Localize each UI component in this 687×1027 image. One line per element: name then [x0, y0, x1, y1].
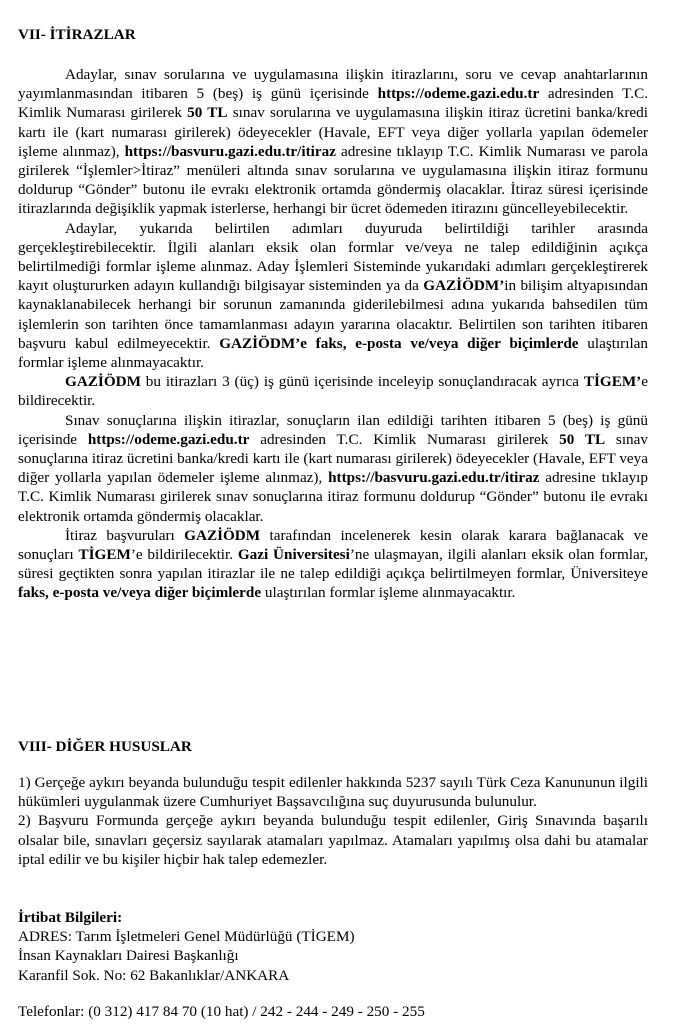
- text-run: Adaylar, yukarıda belirtilen adımları duyuruda belirtildiği tarihler arasında gerçekleştirebilecektir. İlgili alanları eksik olan formlar ve/veya ne talep edildiğinin açıkça belirtilmediği formlar işleme alınmaz. Aday İşlemleri Sisteminde yukarıdaki adımları gerçekleştirerek kayıt oluştururken adayın kullandığı bilgisayar sisteminden ya da: [18, 219, 648, 295]
- text-run: adresinden T.C. Kimlik Numarası girilerek: [18, 85, 649, 122]
- fee-amount: 50 TL: [559, 430, 606, 448]
- text-run: in bilişim altyapısından kaynaklanabilecek herhangi bir sorunun zamanında giderilebilmesi adına yukarıda bahsedilen tüm işlemlerin son tarihten önce tamamlanması adayın yararına olacaktır. Belirtilen son tarihten itibaren başvuru kabul edilmeyecektir.: [18, 277, 648, 352]
- text-run: adresinden T.C. Kimlik Numarası girilerek: [249, 430, 560, 448]
- bold-term: TİGEM: [78, 546, 131, 564]
- paragraph-objection-steps: [18, 219, 648, 373]
- bold-term: GAZİÖDM: [184, 526, 261, 544]
- bold-term: GAZİÖDM: [65, 373, 141, 391]
- list-item: 2) Başvuru Formunda gerçeğe aykırı beyanda bulunduğu tespit edilenler, Giriş Sınavında başarılı olsalar bile, sınavları geçersiz sayılarak atamaları yapılmaz. Atamaları yapılmış olsa dahi bu atamalar iptal edilir ve bu kişiler hiçbir hak talep edemezler.: [18, 812, 648, 868]
- section-body-diger-hususlar: [18, 773, 648, 869]
- contact-title: İrtibat Bilgileri:: [18, 909, 123, 926]
- objection-url-link[interactable]: https://basvuru.gazi.edu.tr/itiraz: [328, 469, 540, 487]
- text-run: Sınav sonuçlarına ilişkin itirazlar, sonuçların ilan edildiği tarihten itibaren 5 (beş) iş günü içerisinde: [18, 411, 648, 448]
- bold-term: TİGEM’: [583, 373, 642, 391]
- section-title-diger-hususlar: VIII- DİĞER HUSUSLAR: [18, 738, 192, 755]
- paragraph-objection-decision: [18, 526, 648, 603]
- paragraph-objection-questions: [18, 65, 648, 219]
- section-title-itirazlar: VII- İTİRAZLAR: [18, 26, 136, 43]
- bold-term: GAZİÖDM’: [423, 277, 505, 295]
- paragraph-objection-results: [18, 411, 648, 526]
- payment-url-link[interactable]: https://odeme.gazi.edu.tr: [377, 85, 540, 103]
- contact-department: İnsan Kaynakları Dairesi Başkanlığı: [18, 947, 239, 965]
- text-run: ulaştırılan formlar işleme alınmayacaktır.: [18, 334, 648, 372]
- objection-url-link[interactable]: https://basvuru.gazi.edu.tr/itiraz: [124, 142, 336, 160]
- paragraph-objection-review: [18, 372, 648, 410]
- text-run: ’e bildirilecektir.: [130, 546, 238, 564]
- payment-url-link[interactable]: https://odeme.gazi.edu.tr: [87, 430, 250, 448]
- contact-address: ADRES: Tarım İşletmeleri Genel Müdürlüğü (TİGEM): [18, 928, 355, 946]
- contact-street: Karanfil Sok. No: 62 Bakanlıklar/ANKARA: [18, 966, 290, 984]
- fee-amount: 50 TL: [187, 104, 228, 122]
- bold-term: Gazi Üniversitesi: [237, 546, 350, 564]
- text-run: sınav sonuçlarına itiraz ücretini banka/kredi kartı ile (kart numarası girilerek) ödeyecekler (Havale, EFT veya diğer yollarla yapılan ödemeler işleme alınmaz),: [18, 430, 648, 487]
- text-run: İtiraz başvuruları: [65, 526, 185, 544]
- text-run: tarafından incelenerek kesin olarak karara bağlanacak ve sonuçları: [18, 526, 648, 564]
- text-run: adresine tıklayıp T.C. Kimlik Numarası girilerek sınav sonuçlarına itiraz formunu doldurup “Gönder” butonu ile evrakı elektronik ortamda göndermiş olacaklar.: [18, 469, 648, 525]
- text-run: sınav sorularına ve uygulamasına ilişkin itiraz ücretini banka/kredi kartı ile (kart numarası girilerek) ödeyecekler (Havale, EFT veya diğer yollarla yapılan ödemeler işleme alınmaz),: [18, 104, 648, 160]
- text-run: bu itirazları 3 (üç) iş günü içerisinde inceleyip sonuçlandıracak ayrıca: [140, 373, 584, 391]
- list-item: 1) Gerçeğe aykırı beyanda bulunduğu tespit edilenler hakkında 5237 sayılı Türk Ceza Kanununun ilgili hükümleri uygulanmak üzere Cumhuriyet Başsavcılığına suç duyurusunda bulunulur.: [18, 774, 648, 811]
- text-run: Adaylar, sınav sorularına ve uygulamasına ilişkin itirazlarını, soru ve cevap anahtarlarının yayımlanmasından itibaren 5 (beş) iş günü içerisinde: [18, 66, 648, 103]
- bold-term: faks, e-posta ve/veya diğer biçimlerde: [18, 584, 262, 602]
- text-run: ulaştırılan formlar işleme alınmayacaktır.: [261, 584, 516, 602]
- text-run: adresine tıklayıp T.C. Kimlik Numarası ve parola girilerek “İşlemler>İtiraz” menüleri altında sınav sorularına ve uygulamasına ilişkin itiraz formunu doldurup “Gönder” butonu ile evrakı elektronik ortamda göndermiş olacaklar. İtiraz süresi içerisinde itirazlarında değişiklik yapmak isterlerse, herhangi bir ücret ödemeden itirazını güncelleyebilecektir.: [18, 142, 648, 218]
- bold-term: GAZİÖDM’e faks, e-posta ve/veya diğer biçimlerde: [219, 334, 579, 352]
- contact-info: [18, 908, 648, 985]
- section-body-itirazlar: [18, 65, 648, 603]
- text-run: ’ne ulaşmayan, ilgili alanları eksik olan formlar, süresi geçtikten sonra yapılan itirazlar ile ne talep edildiği açıkça belirtilmeyen formlar, Üniversiteye: [18, 546, 648, 583]
- contact-phones: Telefonlar: (0 312) 417 84 70 (10 hat) / 242 - 244 - 249 - 250 - 255: [18, 1003, 425, 1020]
- text-run: e bildirecektir.: [18, 373, 648, 410]
